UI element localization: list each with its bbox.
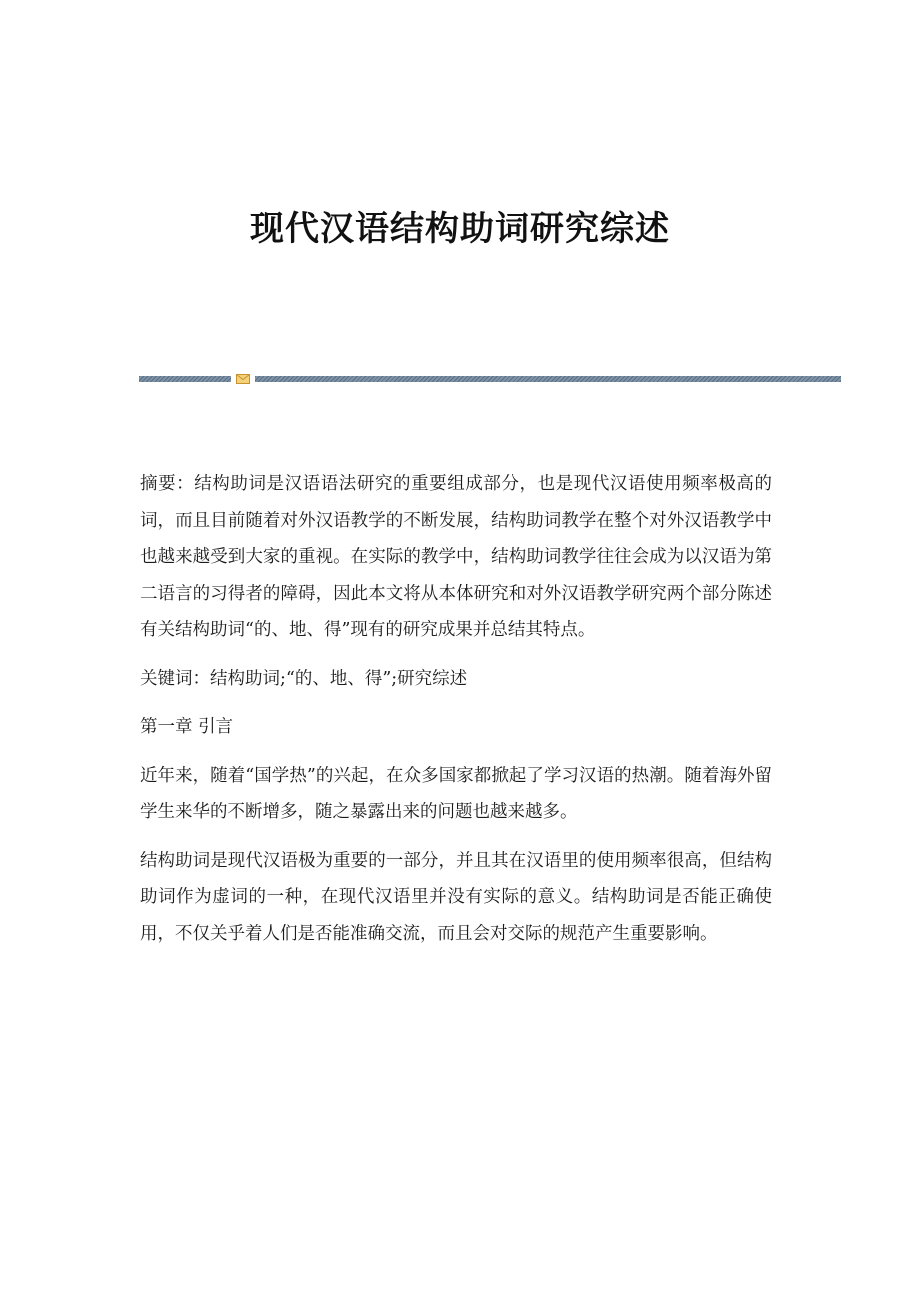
document-body bbox=[140, 466, 772, 964]
title-divider bbox=[139, 374, 841, 384]
keywords-line: 关键词：结构助词;“的、地、得”;研究综述 bbox=[140, 668, 468, 689]
abstract-paragraph: 摘要：结构助词是汉语语法研究的重要组成部分，也是现代汉语使用频率极高的词，而且目前随着对外汉语教学的不断发展，结构助词教学在整个对外汉语教学中也越来越受到大家的重视。在实际的教学中，结构助词教学往往会成为以汉语为第二语言的习得者的障碍，因此本文将从本体研究和对外汉语教学研究两个部分陈述有关结构助词“的、地、得”现有的研究成果并总结其特点。 bbox=[140, 474, 772, 640]
body-paragraph: 结构助词是现代汉语极为重要的一部分，并且其在汉语里的使用频率很高，但结构助词作为虚词的一种，在现代汉语里并没有实际的意义。结构助词是否能正确使用，不仅关乎着人们是否能准确交流，而且会对交际的规范产生重要影响。 bbox=[140, 850, 772, 944]
divider-bar-right bbox=[255, 376, 841, 382]
chapter-heading: 第一章 引言 bbox=[140, 717, 234, 737]
envelope-ornament-icon bbox=[236, 374, 250, 384]
divider-bar-left bbox=[139, 376, 231, 382]
body-paragraph: 近年来，随着“国学热”的兴起，在众多国家都掀起了学习汉语的热潮。随着海外留学生来华的不断增多，随之暴露出来的问题也越来越多。 bbox=[140, 765, 772, 822]
document-title: 现代汉语结构助词研究综述 bbox=[250, 209, 670, 249]
